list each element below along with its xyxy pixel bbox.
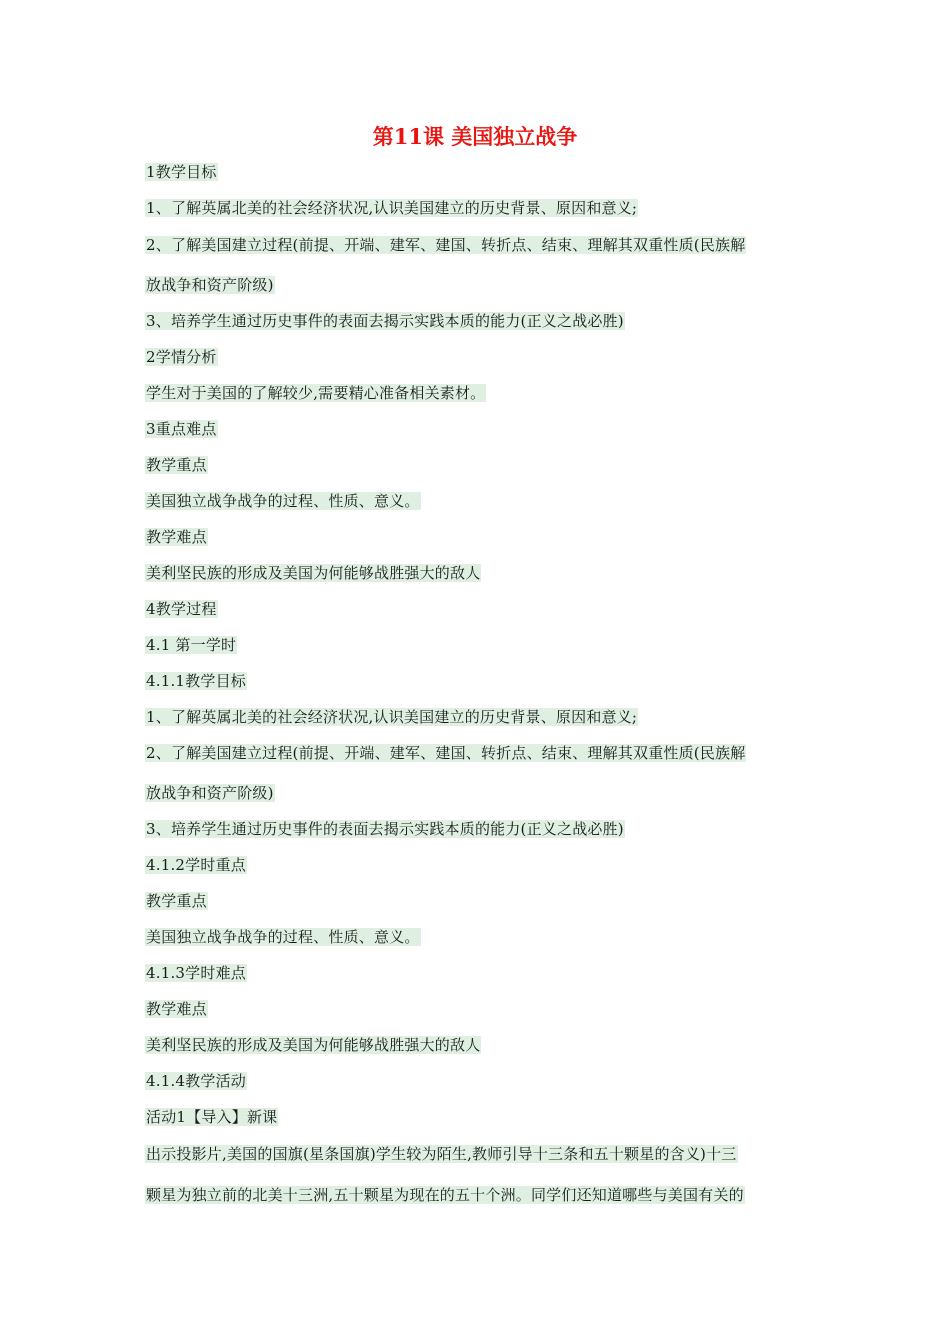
section-heading: 3重点难点 xyxy=(146,420,217,438)
section-heading: 2学情分析 xyxy=(146,348,217,366)
subheading: 教学难点 xyxy=(146,1000,207,1018)
text-line: 美国独立战争战争的过程、性质、意义。 xyxy=(146,492,420,510)
subheading: 教学难点 xyxy=(146,528,207,546)
text-line: 放战争和资产阶级) xyxy=(146,784,274,802)
subheading: 教学重点 xyxy=(146,892,207,910)
text-line: 2、了解美国建立过程(前提、开端、建军、建国、转折点、结束、理解其双重性质(民族解 xyxy=(146,744,746,762)
subheading: 教学重点 xyxy=(146,456,207,474)
section-heading: 4.1 第一学时 xyxy=(146,636,237,654)
text-line: 3、培养学生通过历史事件的表面去揭示实践本质的能力(正义之战必胜) xyxy=(146,820,624,838)
text-line: 1、了解英属北美的社会经济状况,认识美国建立的历史背景、原因和意义; xyxy=(146,199,638,217)
section-heading: 4.1.3学时难点 xyxy=(146,964,246,982)
text-line: 颗星为独立前的北美十三洲,五十颗星为现在的五十个洲。同学们还知道哪些与美国有关的 xyxy=(146,1186,744,1204)
text-line: 学生对于美国的了解较少,需要精心准备相关素材。 xyxy=(146,384,486,402)
text-line: 美利坚民族的形成及美国为何能够战胜强大的敌人 xyxy=(146,564,481,582)
text-line: 放战争和资产阶级) xyxy=(146,276,274,294)
section-heading: 4.1.2学时重点 xyxy=(146,856,246,874)
text-line: 美利坚民族的形成及美国为何能够战胜强大的敌人 xyxy=(146,1036,481,1054)
page-title: 第11课 美国独立战争 xyxy=(372,124,578,149)
text-line: 3、培养学生通过历史事件的表面去揭示实践本质的能力(正义之战必胜) xyxy=(146,312,624,330)
section-heading: 4.1.4教学活动 xyxy=(146,1072,246,1090)
text-line: 出示投影片,美国的国旗(星条国旗)学生较为陌生,教师引导十三条和五十颗星的含义)十三 xyxy=(146,1145,737,1163)
subheading: 活动1【导入】新课 xyxy=(146,1108,278,1126)
section-heading: 4.1.1教学目标 xyxy=(146,672,246,690)
text-line: 1、了解英属北美的社会经济状况,认识美国建立的历史背景、原因和意义; xyxy=(146,708,638,726)
text-line: 2、了解美国建立过程(前提、开端、建军、建国、转折点、结束、理解其双重性质(民族解 xyxy=(146,236,746,254)
section-heading: 1教学目标 xyxy=(146,163,217,181)
text-line: 美国独立战争战争的过程、性质、意义。 xyxy=(146,928,420,946)
section-heading: 4教学过程 xyxy=(146,600,217,618)
